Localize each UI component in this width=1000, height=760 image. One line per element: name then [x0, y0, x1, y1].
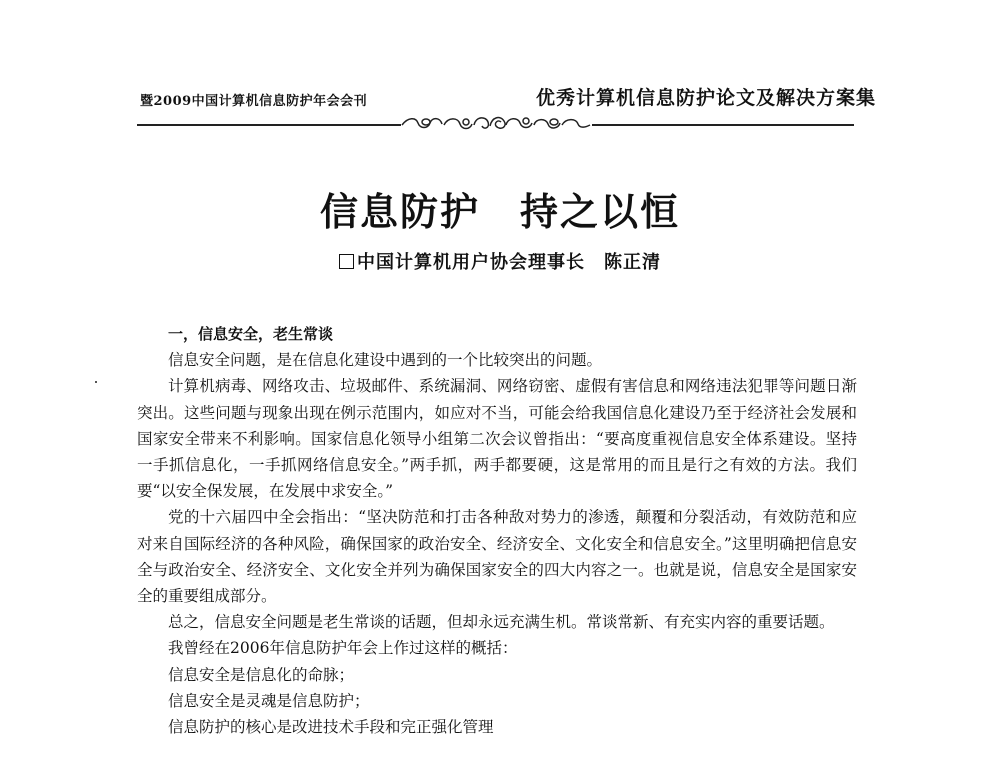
ornament-divider-icon	[400, 113, 592, 135]
section-heading: 一，信息安全，老生常谈	[168, 325, 334, 343]
paragraph: 党的十六届四中全会指出：“坚决防范和打击各种敌对势力的渗透，颠覆和分裂活动，有效防范和应对来自国际经济的各种风险，确保国家的政治安全、经济安全、文化安全和信息安全。”这里明确把信息安全与政治安全、经济安全、文化安全并列为确保国家安全的四大内容之一。也就是说，信息安全是国家安全的重要组成部分。	[137, 508, 857, 606]
scan-speck	[95, 381, 97, 383]
checkbox-square-icon	[339, 254, 354, 269]
header-rule-right	[592, 124, 854, 126]
paragraph: 信息安全是灵魂是信息防护；	[168, 691, 370, 710]
paragraph: 我曾经在2006年信息防护年会上作过这样的概括：	[168, 639, 518, 658]
article-body	[137, 321, 857, 740]
byline-text: 中国计算机用户协会理事长 陈正清	[357, 252, 661, 273]
paragraph: 信息安全问题，是在信息化建设中遇到的一个比较突出的问题。	[168, 351, 603, 370]
author-byline	[0, 248, 1000, 274]
paragraph: 信息防护的核心是改进技术手段和完正强化管理	[168, 718, 494, 737]
paragraph: 信息安全是信息化的命脉；	[168, 665, 355, 684]
running-header-right: 优秀计算机信息防护论文及解决方案集	[536, 87, 877, 109]
article-title: 信息防护 持之以恒	[319, 189, 680, 234]
paragraph: 计算机病毒、网络攻击、垃圾邮件、系统漏洞、网络窃密、虚假有害信息和网络违法犯罪等问题日渐突出。这些问题与现象出现在例示范围内，如应对不当，可能会给我国信息化建设乃至于经济社会发展和国家安全带来不利影响。国家信息化领导小组第二次会议曾指出：“要高度重视信息安全体系建设。坚持一手抓信息化，一手抓网络信息安全。”两手抓，两手都要硬，这是常用的而且是行之有效的方法。我们要“以安全保发展，在发展中求安全。”	[137, 377, 857, 501]
running-header-left: 暨2009中国计算机信息防护年会会刊	[140, 94, 368, 109]
header-rule-left	[137, 124, 401, 126]
paragraph: 总之，信息安全问题是老生常谈的话题，但却永远充满生机。常谈常新、有充实内容的重要话题。	[168, 613, 835, 632]
